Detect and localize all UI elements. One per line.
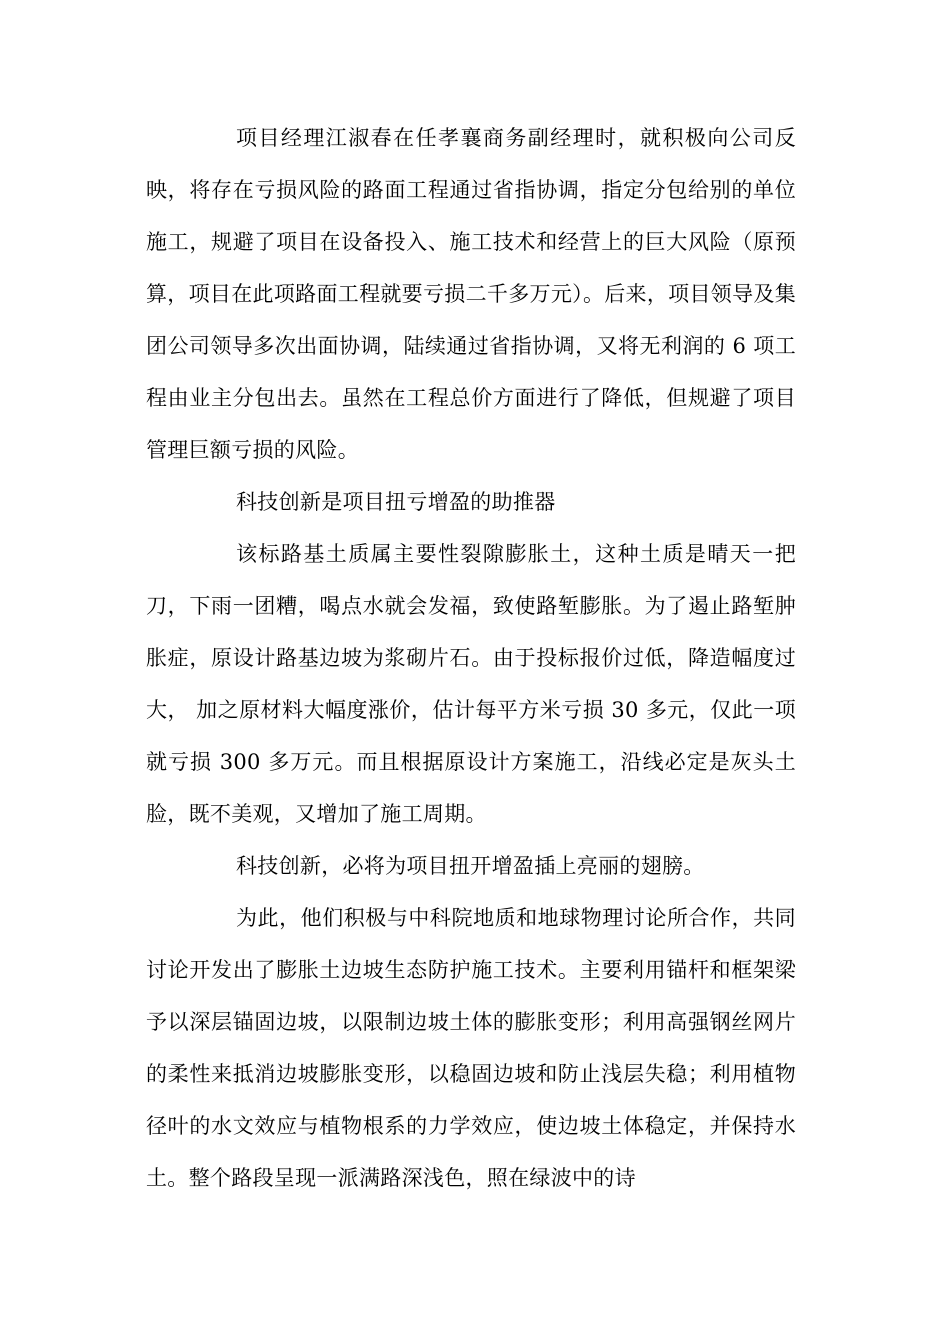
paragraph-innovation-wings: 科技创新，必将为项目扭开增盈插上亮丽的翅膀。 xyxy=(236,854,705,878)
paragraph-risk-avoidance: 项目经理江淑春在任孝襄商务副经理时，就积极向公司反映，将存在亏损风险的路面工程通过省指协调，指定分包给别的单位施工，规避了项目在设备投入、施工技术和经营上的巨大风险（原预算，项目在此项路面工程就要亏损二千多万元）。后来，项目领导及集团公司领导多次出面协调，陆续通过省指协调，又将无利润的 6 项工程由业主分包出去。虽然在工程总价方面进行了降低，但规避了项目管理巨额亏损的风险。 xyxy=(146,126,796,462)
document-body xyxy=(146,112,796,1204)
paragraph-expansive-soil: 该标路基土质属主要性裂隙膨胀土，这种土质是晴天一把刀，下雨一团糟，喝点水就会发福，致使路堑膨胀。为了遏止路堑肿胀症，原设计路基边坡为浆砌片石。由于投标报价过低，降造幅度过大， 加之原材料大幅度涨价，估计每平方米亏损 30 多元，仅此一项就亏损 300 多万元。而且根据原设计方案施工，沿线必定是灰头土脸，既不美观，又增加了施工周期。 xyxy=(146,542,796,826)
section-heading-tech-innovation: 科技创新是项目扭亏增盈的助推器 xyxy=(236,490,556,514)
paragraph-ecological-protection: 为此，他们积极与中科院地质和地球物理讨论所合作，共同讨论开发出了膨胀土边坡生态防护施工技术。主要利用锚杆和框架梁予以深层锚固边坡，以限制边坡土体的膨胀变形；利用高强钢丝网片的柔性来抵消边坡膨胀变形，以稳固边坡和防止浅层失稳；利用植物径叶的水文效应与植物根系的力学效应，使边坡土体稳定，并保持水土。整个路段呈现一派满路深浅色，照在绿波中的诗 xyxy=(146,906,796,1190)
